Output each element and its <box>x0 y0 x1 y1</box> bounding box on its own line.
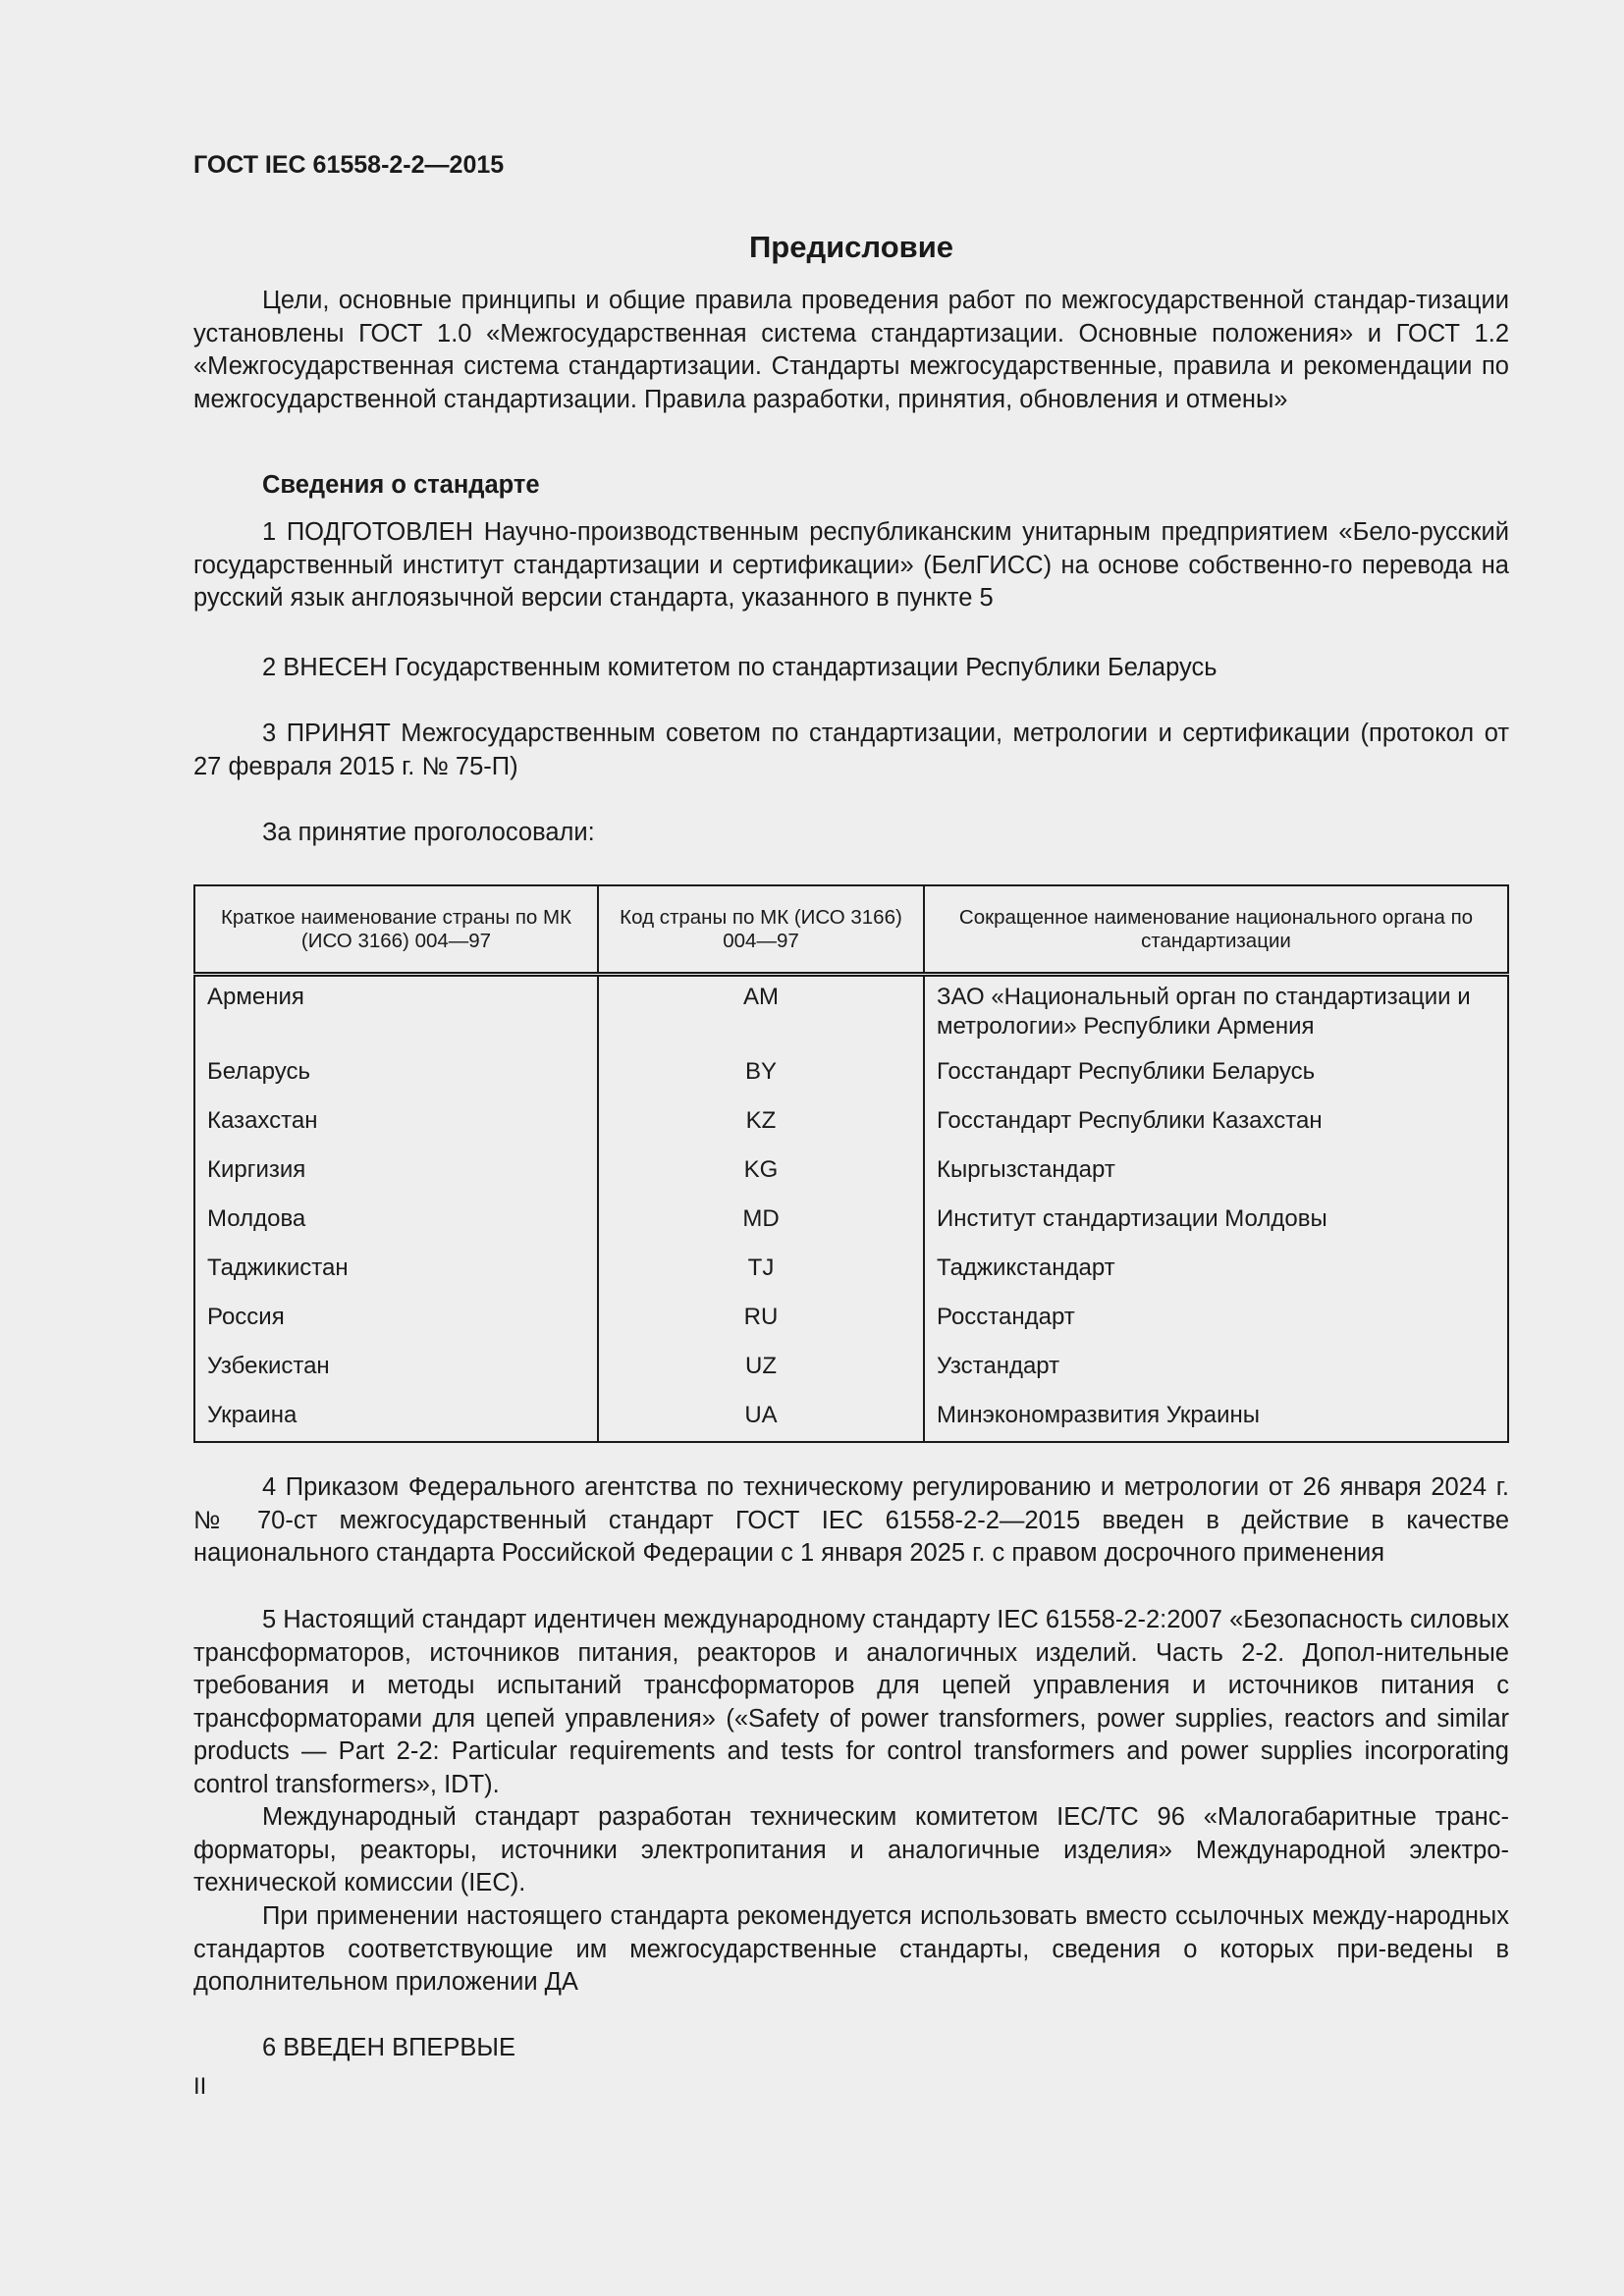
country-name: Армения <box>194 975 598 1057</box>
document-page <box>193 147 1509 2100</box>
national-body: Госстандарт Республики Казахстан <box>937 1106 1323 1134</box>
national-body: Минэкономразвития Украины <box>937 1401 1261 1428</box>
country-name: Молдова <box>194 1204 598 1254</box>
national-body: Госстандарт Республики Беларусь <box>937 1057 1316 1085</box>
item-6-paragraph: 6 ВВЕДЕН ВПЕРВЫЕ <box>262 2034 516 2061</box>
table-row <box>194 1401 1508 1442</box>
table-header-row <box>194 885 1508 975</box>
item-4-paragraph: 4 Приказом Федерального агентства по техническому регулированию и метрологии от 26 января 2024 г. № 70-ст межгосударственный стандарт ГОСТ IEC 61558-2-2—2015 введен в действие в качестве национального стандарта Российской Федерации с 1 января 2025 г. с правом досрочного применения <box>193 1473 1509 1567</box>
country-name: Узбекистан <box>194 1352 598 1401</box>
national-body: Институт стандартизации Молдовы <box>937 1204 1327 1232</box>
voting-table <box>193 884 1509 1443</box>
info-heading: Сведения о стандарте <box>262 471 540 499</box>
page-number: II <box>193 2073 207 2100</box>
item-5-committee-paragraph: Международный стандарт разработан техническим комитетом IEC/TC 96 «Малогабаритные транс-форматоры, реакторы, источники электропитания и аналогичные изделия» Международной электро-технической комиссии (IEC). <box>193 1803 1509 1896</box>
item-5-usage-paragraph: При применении настоящего стандарта рекомендуется использовать вместо ссылочных между-народных стандартов соответствующие им межгосударственные стандарты, сведения о которых при-ведены в дополнительном приложении ДА <box>193 1902 1509 1996</box>
country-name: Украина <box>194 1401 598 1442</box>
intro-paragraph: Цели, основные принципы и общие правила проведения работ по межгосударственной стандар-тизации установлены ГОСТ 1.0 «Межгосударственная система стандартизации. Основные положения» и ГОСТ 1.2 «Межгосударственная система стандартизации. Стандарты межгосударственные, правила и рекомендации по межгосударственной стандартизации. Правила разработки, принятия, обновления и отмены» <box>193 287 1509 413</box>
item-2-paragraph: 2 ВНЕСЕН Государственным комитетом по стандартизации Республики Беларусь <box>262 654 1218 681</box>
item-5-paragraph: 5 Настоящий стандарт идентичен международному стандарту IEC 61558-2-2:2007 «Безопасность силовых трансформаторов, источников питания, реакторов и аналогичных изделий. Часть 2-2. Допол-нительные требования и методы испытаний трансформаторов для цепей управления и источников питания с трансформаторами для цепей управления» («Safety of power transformers, power supplies, reactors and similar products — Part 2-2: Particular requirements and tests for control transformers and power supplies incorporating control transformers», IDT). <box>193 1606 1509 1798</box>
country-code: UZ <box>598 1352 924 1401</box>
country-name: Казахстан <box>194 1106 598 1155</box>
country-code: KG <box>598 1155 924 1204</box>
country-name: Киргизия <box>194 1155 598 1204</box>
table-row <box>194 1057 1508 1106</box>
country-code: AM <box>598 975 924 1057</box>
national-body: Росстандарт <box>937 1303 1075 1330</box>
national-body: Узстандарт <box>937 1352 1060 1379</box>
national-body: Таджикстандарт <box>937 1254 1115 1281</box>
table-row <box>194 1204 1508 1254</box>
country-name: Таджикистан <box>194 1254 598 1303</box>
page-title: Предисловие <box>748 230 953 264</box>
country-code: BY <box>598 1057 924 1106</box>
country-name: Беларусь <box>194 1057 598 1106</box>
table-row <box>194 1106 1508 1155</box>
document-id-header: ГОСТ IEC 61558-2-2—2015 <box>193 151 505 179</box>
header-national-body: Сокращенное наименование национального органа по стандартизации <box>924 885 1508 975</box>
item-1-paragraph: 1 ПОДГОТОВЛЕН Научно-производственным республиканским унитарным предприятием «Бело-русский государственный институт стандартизации и сертификации» (БелГИСС) на основе собственно-го перевода на русский язык англоязычной версии стандарта, указанного в пункте 5 <box>193 518 1509 612</box>
table-row <box>194 1352 1508 1401</box>
header-country-code: Код страны по МК (ИСО 3166) 004—97 <box>598 885 924 975</box>
country-name: Россия <box>194 1303 598 1352</box>
country-code: KZ <box>598 1106 924 1155</box>
header-country-name: Краткое наименование страны по МК (ИСО 3166) 004—97 <box>194 885 598 975</box>
country-code: RU <box>598 1303 924 1352</box>
country-code: TJ <box>598 1254 924 1303</box>
table-row <box>194 1254 1508 1303</box>
country-code: MD <box>598 1204 924 1254</box>
table-row <box>194 1303 1508 1352</box>
item-3-paragraph: 3 ПРИНЯТ Межгосударственным советом по стандартизации, метрологии и сертификации (протокол от 27 февраля 2015 г. № 75-П) <box>193 720 1509 780</box>
voted-caption: За принятие проголосовали: <box>262 819 595 846</box>
table-row <box>194 975 1508 1057</box>
country-code: UA <box>598 1401 924 1442</box>
national-body: Кыргызстандарт <box>937 1155 1115 1183</box>
national-body: ЗАО «Национальный орган по стандартизации и метрологии» Республики Армения <box>937 984 1471 1040</box>
table-row <box>194 1155 1508 1204</box>
